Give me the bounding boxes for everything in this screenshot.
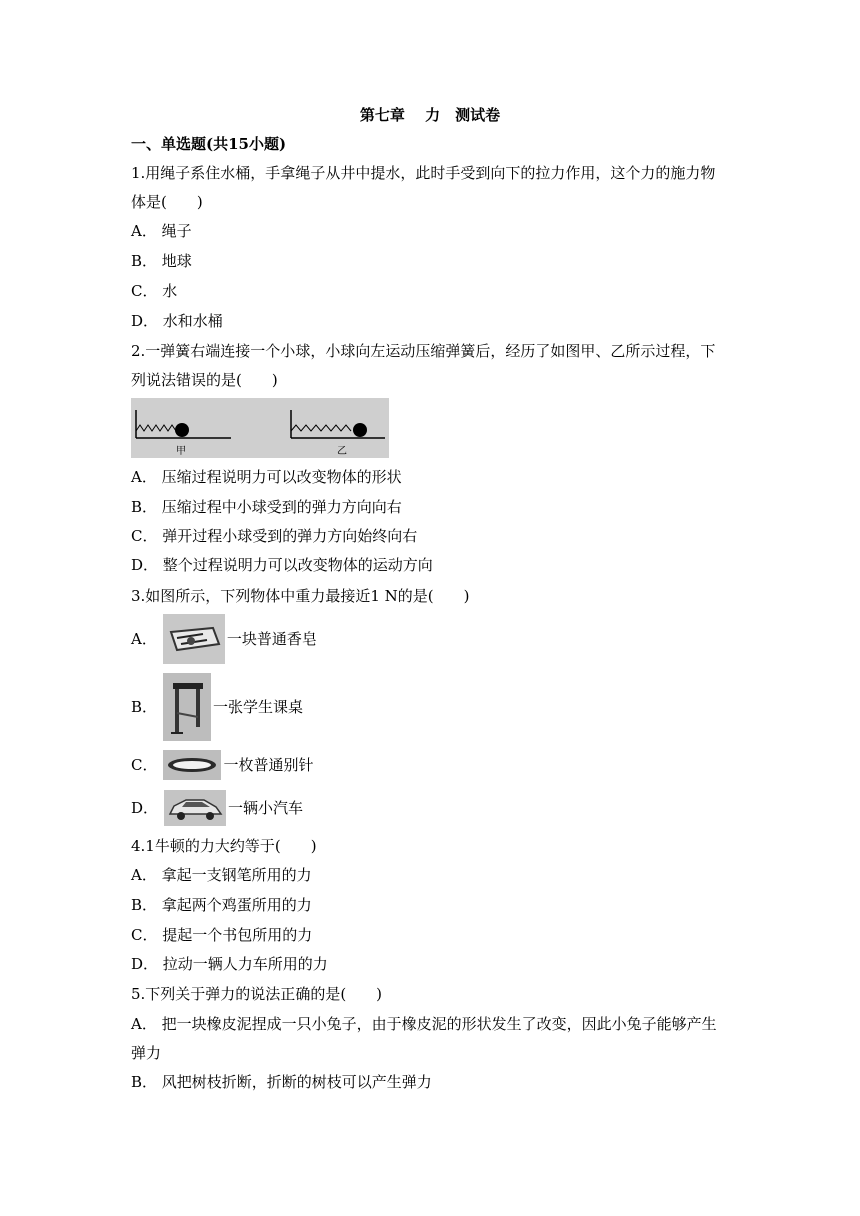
figure-label-yi: 乙 bbox=[337, 446, 347, 457]
q1-option-d: D． 水和水桶 bbox=[131, 312, 223, 330]
section-heading: 一、单选题(共15小题) bbox=[131, 135, 287, 153]
q3-option-d bbox=[131, 790, 303, 826]
option-text: 一辆小汽车 bbox=[228, 799, 304, 817]
option-letter: D． bbox=[131, 799, 159, 817]
q1-option-b: B． 地球 bbox=[131, 252, 192, 270]
q3-option-b bbox=[131, 673, 303, 741]
option-text: 一张学生课桌 bbox=[213, 698, 304, 716]
q4-stem: 4.1牛顿的力大约等于( ) bbox=[131, 837, 317, 855]
q2-stem-line2: 列说法错误的是( ) bbox=[131, 371, 278, 389]
soap-image bbox=[163, 614, 225, 664]
q2-option-b: B． 压缩过程中小球受到的弹力方向向右 bbox=[131, 498, 402, 516]
q2-option-a: A． 压缩过程说明力可以改变物体的形状 bbox=[131, 468, 402, 486]
page-title: 第七章 力 测试卷 bbox=[359, 106, 501, 124]
q2-stem-line1: 2.一弹簧右端连接一个小球，小球向左运动压缩弹簧后，经历了如图甲、乙所示过程，下 bbox=[131, 342, 716, 360]
option-text: 一块普通香皂 bbox=[226, 630, 317, 648]
q3-stem: 3.如图所示，下列物体中重力最接近1 N的是( ) bbox=[131, 587, 470, 605]
figure-label-jia: 甲 bbox=[176, 446, 186, 457]
q5-option-a-line1: A． 把一块橡皮泥捏成一只小兔子，由于橡皮泥的形状发生了改变，因此小兔子能够产生 bbox=[131, 1015, 717, 1033]
q1-option-c: C． 水 bbox=[131, 282, 178, 300]
spring-ball-figure bbox=[131, 398, 389, 458]
q4-option-b: B． 拿起两个鸡蛋所用的力 bbox=[131, 896, 312, 914]
spring-ball-diagram bbox=[131, 398, 389, 458]
option-letter: C． bbox=[131, 756, 158, 774]
q3-option-a bbox=[131, 614, 317, 664]
q5-option-b: B． 风把树枝折断，折断的树枝可以产生弹力 bbox=[131, 1073, 432, 1091]
q2-option-c: C． 弹开过程小球受到的弹力方向始终向右 bbox=[131, 527, 418, 545]
q4-option-d: D． 拉动一辆人力车所用的力 bbox=[131, 955, 328, 973]
q4-option-a: A． 拿起一支钢笔所用的力 bbox=[131, 866, 312, 884]
q5-option-a-line2: 弹力 bbox=[131, 1044, 162, 1062]
desk-image bbox=[163, 673, 211, 741]
q1-stem-line2: 体是( ) bbox=[131, 193, 203, 211]
q2-option-d: D． 整个过程说明力可以改变物体的运动方向 bbox=[131, 556, 433, 574]
car-image bbox=[164, 790, 226, 826]
option-letter: A． bbox=[131, 630, 157, 648]
q4-option-c: C． 提起一个书包所用的力 bbox=[131, 926, 313, 944]
q5-stem: 5.下列关于弹力的说法正确的是( ) bbox=[131, 985, 383, 1003]
q1-option-a: A． 绳子 bbox=[131, 222, 192, 240]
q3-option-c bbox=[131, 750, 314, 780]
option-text: 一枚普通别针 bbox=[223, 756, 314, 774]
option-letter: B． bbox=[131, 698, 158, 716]
q1-stem-line1: 1.用绳子系住水桶，手拿绳子从井中提水，此时手受到向下的拉力作用，这个力的施力物 bbox=[131, 164, 716, 182]
safety-pin-image bbox=[163, 750, 221, 780]
